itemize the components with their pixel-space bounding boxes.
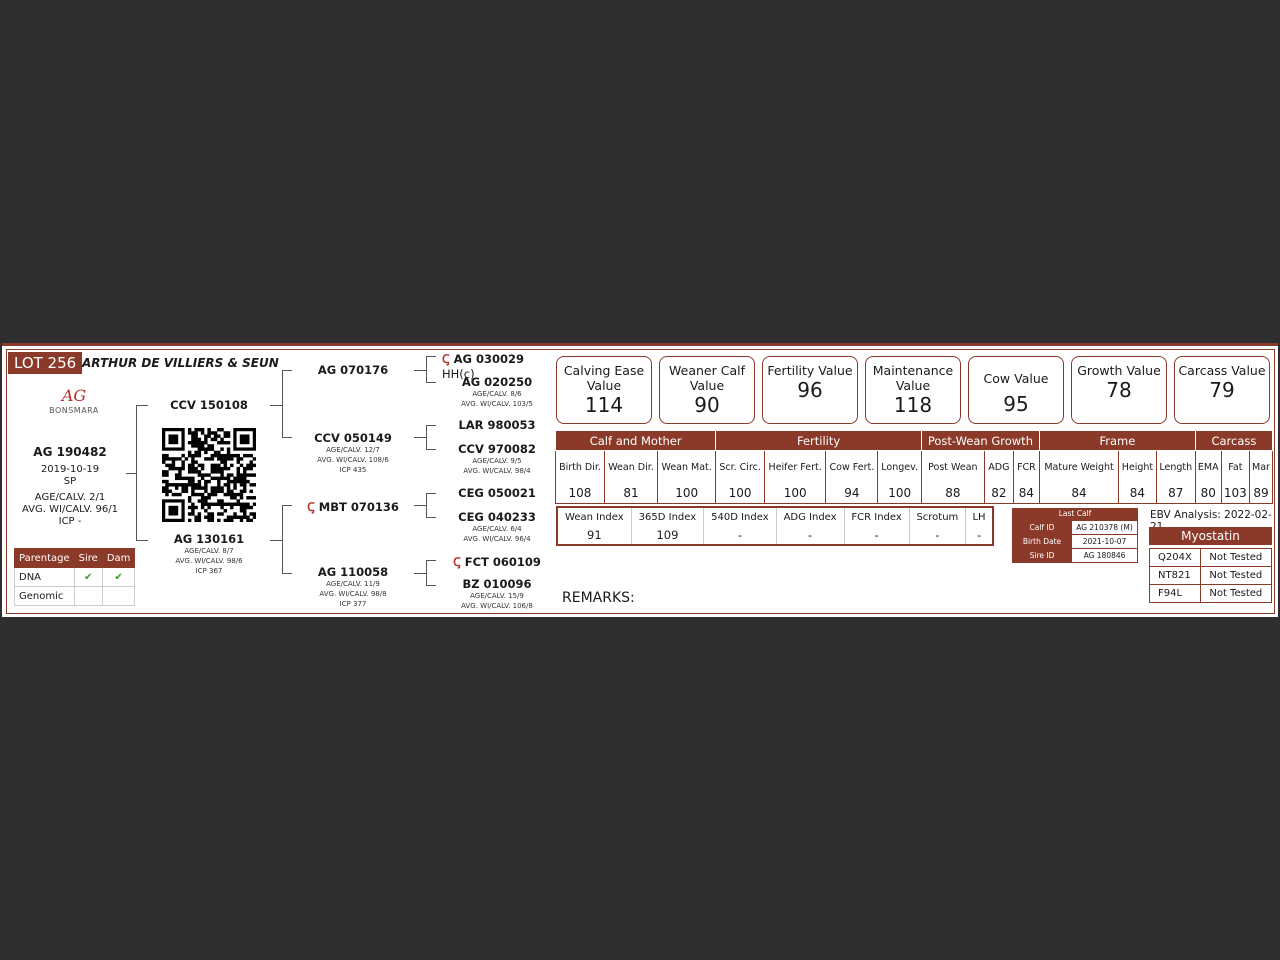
sire-dam-age-calv: AGE/CALV. 12/7 [326,446,380,454]
value-label: Carcass Value [1178,363,1266,378]
value-number: 90 [694,393,720,417]
value-box-calving-ease [556,356,652,424]
sire-id: CCV 150108 [170,398,248,412]
ebv-value: 100 [878,483,921,504]
dna-dam-check-icon: ✔ [102,568,135,587]
sdd-id: CCV 970082 [458,442,536,456]
avg-wi: AVG. WI/CALV. 96/1 [21,504,118,515]
value-box-maintenance [865,356,961,424]
sdd-age-calv: AGE/CALV. 9/5 [472,457,522,465]
lot-card [2,343,1278,617]
index-label: Scrotum [909,507,965,526]
dam-dam-icp: ICP 377 [339,600,367,608]
index-label: FCR Index [844,507,909,526]
last-calf-value: 2021-10-07 [1072,535,1138,549]
index-value: - [776,526,844,545]
connector [426,425,436,426]
ebv-value: 80 [1195,483,1221,504]
connector [270,405,282,406]
animal-info [16,446,124,528]
index-value: 109 [631,526,703,545]
group-frame: Frame [1039,431,1195,451]
myostatin-status: Not Tested [1201,567,1272,585]
last-calf-panel [1012,508,1138,563]
ebv-label: Mar [1250,451,1273,484]
value-label: Maintenance Value [872,363,954,393]
ebv-value: 100 [658,483,716,504]
age-calv: AGE/CALV. 2/1 [34,492,106,503]
connector [414,370,426,371]
dam [154,532,264,576]
myostatin-gene: Q204X [1150,549,1201,567]
ddd [442,577,552,611]
dss [442,486,552,500]
dam-dam-avg-wi: AVG. WI/CALV. 98/8 [319,590,387,598]
value-number: 79 [1209,378,1235,402]
connector [426,560,427,585]
sdd-avg-wi: AVG. WI/CALV. 98/4 [463,467,531,475]
dam-id: AG 130161 [173,532,245,546]
dam-avg-wi: AVG. WI/CALV. 98/6 [175,557,243,565]
connector [426,493,427,517]
last-calf-key: Birth Date [1013,535,1072,549]
connector [426,560,436,561]
ebv-label: Post Wean [921,451,984,484]
index-value: - [704,526,776,545]
connector [426,356,427,382]
dna-label: DNA [15,568,75,587]
sire-dam-icp: ICP 435 [339,466,367,474]
group-calf-mother: Calf and Mother [556,431,716,451]
value-number: 95 [1003,392,1029,416]
index-value: - [966,526,993,545]
value-number: 78 [1106,378,1132,402]
last-calf-key: Sire ID [1013,549,1072,563]
ebv-value: 100 [716,483,765,504]
ebv-label: Cow Fert. [826,451,878,484]
genomic-dam [102,587,135,606]
dam-dam [298,565,408,609]
ebv-label: ADG [984,451,1013,484]
sire-sire [298,363,408,377]
value-box-growth [1071,356,1167,424]
last-calf-value: AG 180846 [1072,549,1138,563]
ebv-label: Wean Mat. [658,451,716,484]
connector [282,573,292,574]
connector [426,382,436,383]
myostatin-status: Not Tested [1201,549,1272,567]
index-value: - [909,526,965,545]
dsd-avg-wi: AVG. WI/CALV. 96/4 [463,535,531,543]
connector [426,517,436,518]
ebv-value: 89 [1250,483,1273,504]
ebv-value: 84 [1119,483,1157,504]
myostatin-title: Myostatin [1149,527,1272,545]
value-label: Weaner Calf Value [669,363,745,393]
qr-code-graphic [162,428,256,522]
ebv-label: Longev. [878,451,921,484]
index-label: 540D Index [704,507,776,526]
ebv-value: 103 [1221,483,1249,504]
homozygous-polled-icon: Ꞔ [307,500,315,514]
ebv-label: Fat [1221,451,1249,484]
connector [282,505,292,506]
lot-number: LOT 256 [8,352,82,374]
ebv-table [555,430,1273,504]
last-calf-value: AG 210378 (M) [1072,521,1138,535]
last-calf-table [1012,520,1138,563]
ebv-value: 87 [1156,483,1195,504]
connector [282,370,283,437]
dam-icp: ICP 367 [195,567,223,575]
ebv-label: Birth Dir. [556,451,605,484]
ebv-label: Scr. Circ. [716,451,765,484]
dam-age-calv: AGE/CALV. 8/7 [184,547,234,555]
ebv-value: 84 [1039,483,1118,504]
index-label: 365D Index [631,507,703,526]
connector [414,437,426,438]
remarks-label: REMARKS: [562,590,635,606]
value-number: 118 [893,393,933,417]
dss-id: CEG 050021 [458,486,536,500]
ebv-label: Height [1119,451,1157,484]
sire-dam-avg-wi: AVG. WI/CALV. 108/6 [317,456,389,464]
dam-dam-age-calv: AGE/CALV. 11/9 [326,580,380,588]
value-box-carcass [1174,356,1270,424]
index-label: LH [966,507,993,526]
qr-code [162,428,256,522]
parentage-header: Parentage [15,549,75,568]
index-value: 91 [557,526,631,545]
logo-name: BONSMARA [49,406,99,415]
connector [414,505,426,506]
ebv-label: Heifer Fert. [764,451,825,484]
myostatin-gene: F94L [1150,585,1201,603]
ebv-label: EMA [1195,451,1221,484]
ssd [442,375,552,409]
value-number: 96 [797,378,823,402]
sire [154,398,264,412]
bonsmara-logo [46,386,102,432]
index-label: ADG Index [776,507,844,526]
sds-id: LAR 980053 [458,418,536,432]
connector [126,473,136,474]
myostatin-panel [1149,527,1272,603]
value-box-cow [968,356,1064,424]
sire-header: Sire [74,549,102,568]
animal-code: SP [63,476,77,487]
index-value: - [844,526,909,545]
value-label: Cow Value [983,371,1049,386]
ebv-value: 100 [764,483,825,504]
value-box-weaner-calf [659,356,755,424]
dsd-age-calv: AGE/CALV. 6/4 [472,525,522,533]
connector [414,573,426,574]
value-label: Fertility Value [767,363,853,378]
icp: ICP - [58,516,82,527]
owner-name: ARTHUR DE VILLIERS & SEUN [82,356,279,370]
ssd-age-calv: AGE/CALV. 8/6 [472,390,522,398]
value-label: Calving Ease Value [563,363,645,393]
ebv-value: 81 [604,483,657,504]
connector [426,585,436,586]
sds [442,418,552,432]
homozygous-polled-icon: Ꞔ [442,352,450,366]
ebv-value: 88 [921,483,984,504]
ebv-value: 108 [556,483,605,504]
connector [136,405,148,406]
connector [426,493,436,494]
birth-date: 2019-10-19 [40,464,100,475]
dsd [442,510,552,544]
group-fertility: Fertility [716,431,922,451]
myostatin-gene: NT821 [1150,567,1201,585]
dam-dam-id: AG 110058 [317,565,389,579]
ebv-label: Wean Dir. [604,451,657,484]
ebv-value: 94 [826,483,878,504]
sss-suffix: HH(c) [442,367,475,381]
dam-sire-id: MBT 070136 [318,500,399,514]
last-calf-title: Last Calf [1012,508,1138,520]
connector [282,505,283,573]
connector [136,405,137,540]
homozygous-polled-icon: Ꞔ [453,555,461,569]
myostatin-status: Not Tested [1201,585,1272,603]
parentage-table [14,548,135,606]
dsd-id: CEG 040233 [458,510,536,524]
sire-sire-id: AG 070176 [317,363,389,377]
connector [426,356,436,357]
ebv-value: 82 [984,483,1013,504]
connector [282,437,292,438]
dds-id: FCT 060109 [464,555,541,569]
dam-header: Dam [102,549,135,568]
connector [426,449,436,450]
value-label: Growth Value [1077,363,1161,378]
dam-sire [298,498,408,515]
myostatin-table [1149,548,1272,603]
ddd-avg-wi: AVG. WI/CALV. 106/8 [461,602,533,610]
ebv-label: Mature Weight [1039,451,1118,484]
connector [426,425,427,449]
dds [442,553,552,570]
dna-sire-check-icon: ✔ [74,568,102,587]
ebv-analysis-date: EBV Analysis: 2022-02- [1150,509,1272,521]
sire-dam-id: CCV 050149 [314,431,392,445]
value-box-fertility [762,356,858,424]
last-calf-key: Calf ID [1013,521,1072,535]
ebv-value: 84 [1013,483,1039,504]
animal-id: AG 190482 [33,445,107,459]
index-label: Wean Index [557,507,631,526]
sdd [442,442,552,476]
ssd-id: AG 020250 [461,375,533,389]
sss-id: AG 030029 [453,352,524,366]
ddd-id: BZ 010096 [462,577,532,591]
index-table [556,506,994,546]
connector [270,540,282,541]
ddd-age-calv: AGE/CALV. 15/9 [470,592,524,600]
genomic-sire [74,587,102,606]
connector [282,370,292,371]
value-number: 114 [584,393,624,417]
ssd-avg-wi: AVG. WI/CALV. 103/5 [461,400,533,408]
sire-dam [298,431,408,475]
ebv-label: Length [1156,451,1195,484]
genomic-label: Genomic [15,587,75,606]
connector [136,540,148,541]
ebv-label: FCR [1013,451,1039,484]
group-carcass: Carcass [1195,431,1272,451]
logo-mark: AG [61,386,87,405]
group-post-wean: Post-Wean Growth [921,431,1039,451]
